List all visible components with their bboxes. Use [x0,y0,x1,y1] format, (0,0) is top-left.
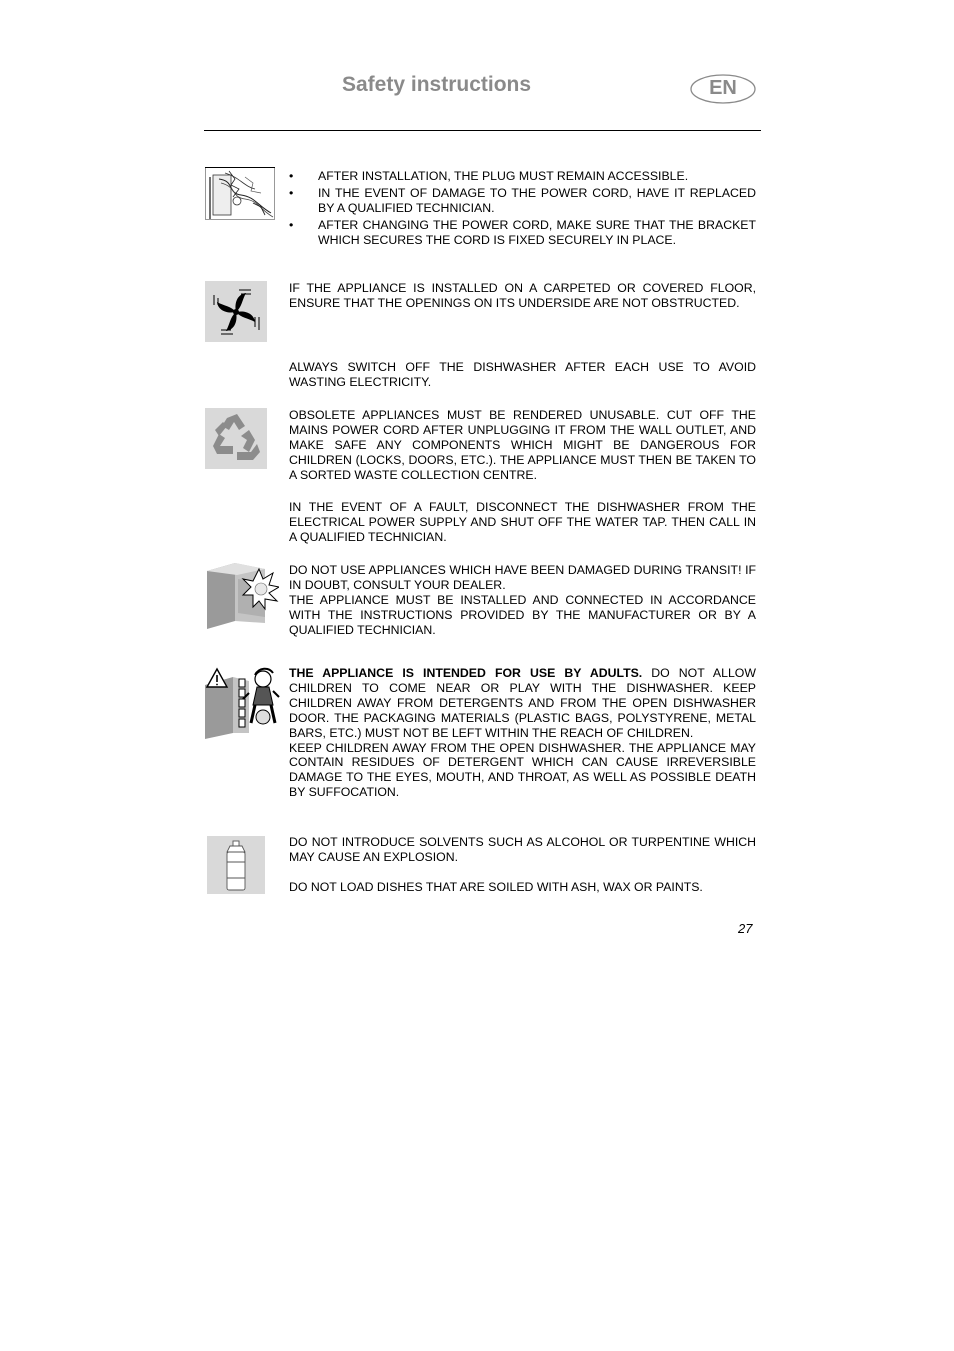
language-badge-label: EN [709,77,737,99]
page-number: 27 [738,921,753,936]
header-divider [204,130,761,131]
list-item: • AFTER CHANGING THE POWER CORD, MAKE SURE THAT THE BRACKET WHICH SECURES THE CORD IS FIXED SECURELY IN PLACE. [289,217,756,247]
solvent-bottle-icon [207,836,265,899]
children-bold-lead: THE APPLIANCE IS INTENDED FOR USE BY ADULTS. [289,666,643,680]
language-badge [690,74,756,104]
damage-text [289,563,756,638]
solvents-text: DO NOT INTRODUCE SOLVENTS SUCH AS ALCOHOL OR TURPENTINE WHICH MAY CAUSE AN EXPLOSION. [289,835,756,864]
disposal-text: OBSOLETE APPLIANCES MUST BE RENDERED UNUSABLE. CUT OFF THE MAINS POWER CORD AFTER UNPLUGGING IT FROM THE WALL OUTLET, AND MAKE SAFE ANY COMPONENTS WHICH MIGHT BE DANGEROUS FOR CHILDREN (LOCKS, DOORS, ETC.). THE APPLIANCE MUST THEN BE TAKEN TO A SORTED WASTE COLLECTION CENTRE. [289,408,756,482]
soiled-dishes-text: DO NOT LOAD DISHES THAT ARE SOILED WITH ASH, WAX OR PAINTS. [289,880,703,894]
children-text [289,666,756,800]
damage-paragraph-2: THE APPLIANCE MUST BE INSTALLED AND CONNECTED IN ACCORDANCE WITH THE INSTRUCTIONS PROVIDED BY THE MANUFACTURER OR BY A QUALIFIED TECHNICIAN. [289,592,756,637]
plug-cord-icon [205,167,275,225]
recycle-icon [205,408,267,474]
damaged-appliance-icon [205,561,279,636]
fan-icon [205,281,267,347]
page-title: Safety instructions [342,73,532,96]
power-cord-bullet-list [289,169,756,250]
damage-paragraph-1: DO NOT USE APPLIANCES WHICH HAVE BEEN DAMAGED DURING TRANSIT! IF IN DOUBT, CONSULT YOUR DEALER. [289,563,756,592]
child-warning-icon [203,665,281,746]
list-item: • AFTER INSTALLATION, THE PLUG MUST REMAIN ACCESSIBLE. [289,169,689,183]
fault-text: IN THE EVENT OF A FAULT, DISCONNECT THE DISHWASHER FROM THE ELECTRICAL POWER SUPPLY AND SHUT OFF THE WATER TAP. THEN CALL IN A QUALIFIED TECHNICIAN. [289,500,756,544]
children-paragraph-2: KEEP CHILDREN AWAY FROM THE OPEN DISHWASHER. THE APPLIANCE MAY CONTAIN RESIDUES OF DETERGENT WHICH CAN CAUSE IRREVERSIBLE DAMAGE TO THE EYES, MOUTH, AND THROAT, AS WELL AS POSSIBLE DEATH BY SUFFOCATION. [289,740,756,800]
ventilation-text: IF THE APPLIANCE IS INSTALLED ON A CARPETED OR COVERED FLOOR, ENSURE THAT THE OPENINGS ON ITS UNDERSIDE ARE NOT OBSTRUCTED. [289,281,756,310]
children-paragraph-1: THE APPLIANCE IS INTENDED FOR USE BY ADULTS. DO NOT ALLOW CHILDREN TO COME NEAR OR PLAY WITH THE DISHWASHER. KEEP CHILDREN AWAY FROM DETERGENTS AND FROM THE OPEN DISHWASHER DOOR. THE PACKAGING MATERIALS (PLASTIC BAGS, POLYSTYRENE, METAL BARS, ETC.) MUST NOT BE LEFT WITHIN THE REACH OF CHILDREN. [289,666,756,740]
switch-off-text: ALWAYS SWITCH OFF THE DISHWASHER AFTER EACH USE TO AVOID WASTING ELECTRICITY. [289,360,756,389]
list-item: • IN THE EVENT OF DAMAGE TO THE POWER CORD, HAVE IT REPLACED BY A QUALIFIED TECHNICIAN. [289,185,756,215]
